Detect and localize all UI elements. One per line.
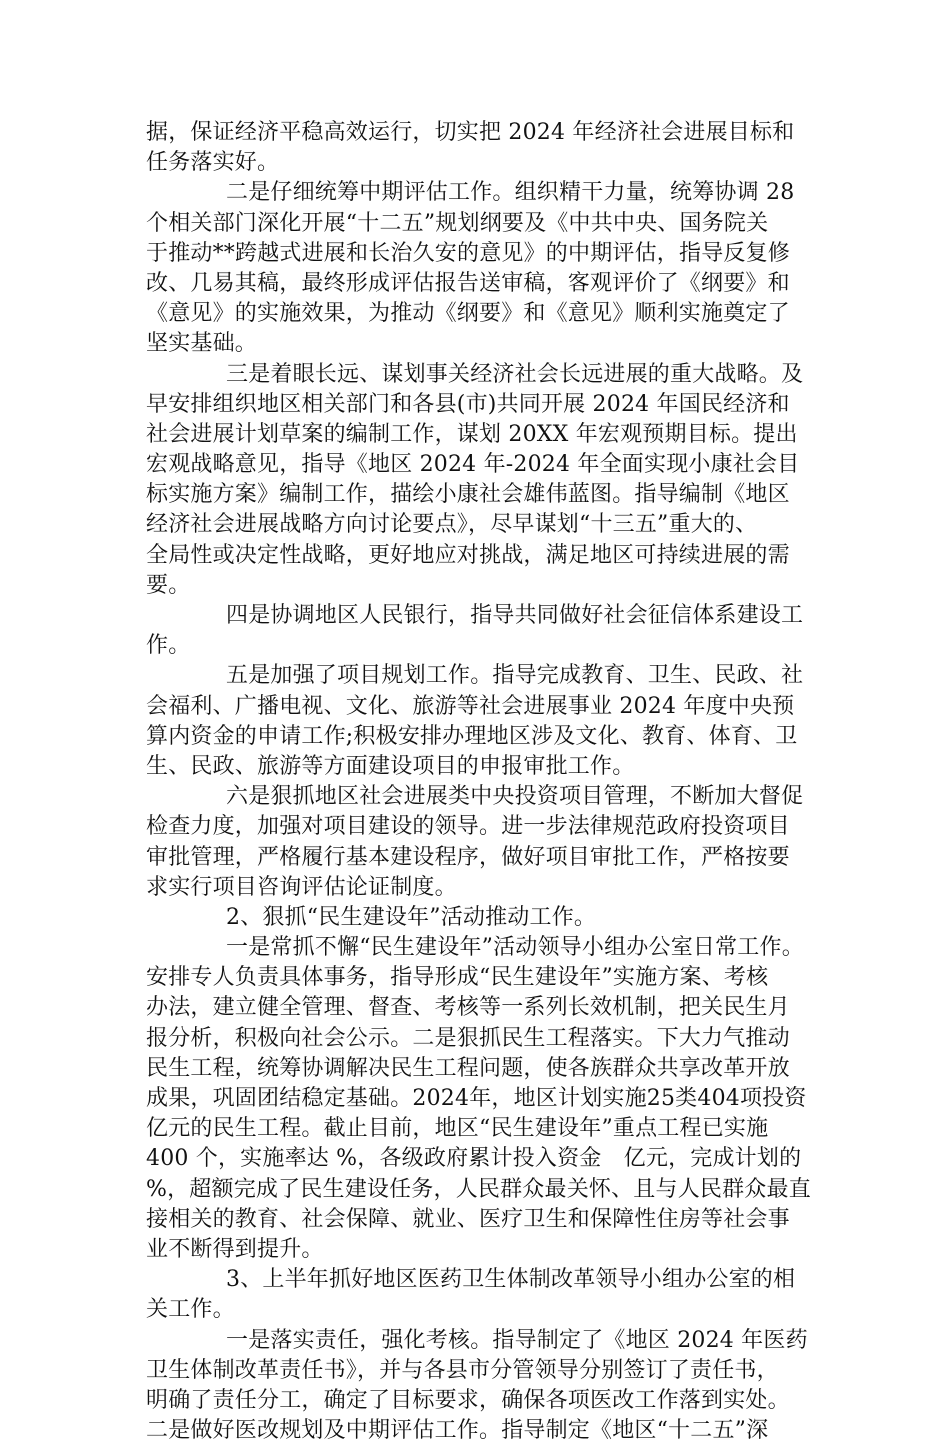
text-line: 一是常抓不懈“民生建设年”活动领导小组办公室日常工作。 — [226, 935, 804, 961]
text-line: 全局性或决定性战略，更好地应对挑战，满足地区可持续进展的需 — [146, 542, 790, 568]
text-line: 成果，巩固团结稳定基础。2024年，地区计划实施25类404项投资 — [146, 1086, 807, 1111]
text-line: 业不断得到提升。 — [146, 1236, 324, 1262]
text-line: 安排专人负责具体事务，指导形成“民生建设年”实施方案、考核 — [146, 965, 769, 991]
text-line: 明确了责任分工，确定了目标要求，确保各项医改工作落到实处。 — [146, 1387, 790, 1413]
text-line: 审批管理，严格履行基本建设程序，做好项目审批工作，严格按要 — [146, 844, 790, 870]
text-line: 报分析，积极向社会公示。二是狠抓民生工程落实。下大力气推动 — [146, 1025, 790, 1051]
text-line: 接相关的教育、社会保障、就业、医疗卫生和保障性住房等社会事 — [146, 1206, 790, 1232]
text-line: 《意见》的实施效果，为推动《纲要》和《意见》顺利实施奠定了 — [146, 301, 790, 327]
text-line: 办法，建立健全管理、督查、考核等一系列长效机制，把关民生月 — [146, 995, 790, 1021]
document-body — [146, 118, 812, 1446]
text-line: 据，保证经济平稳高效运行，切实把 2024 年经济社会进展目标和 — [146, 120, 795, 145]
text-line: 于推动**跨越式进展和长治久安的意见》的中期评估，指导反复修 — [146, 240, 791, 266]
text-line: 经济社会进展战略方向讨论要点》，尽早谋划“十三五”重大的、 — [146, 512, 758, 538]
text-line: 一是落实责任，强化考核。指导制定了《地区 2024 年医药 — [226, 1327, 808, 1353]
text-line: 求实行项目咨询评估论证制度。 — [146, 874, 457, 900]
text-line: 二是做好医改规划及中期评估工作。指导制定《地区“十二五”深 — [146, 1418, 769, 1444]
text-line: 坚实基础。 — [146, 331, 258, 357]
text-line: 宏观战略意见，指导《地区 2024 年-2024 年全面实现小康社会目 — [146, 452, 800, 478]
text-line: 五是加强了项目规划工作。指导完成教育、卫生、民政、社 — [226, 663, 804, 689]
text-line: 早安排组织地区相关部门和各县(市)共同开展 2024 年国民经济和 — [146, 391, 790, 417]
text-line: 改、几易其稿，最终形成评估报告送审稿，客观评价了《纲要》和 — [146, 270, 790, 296]
text-line: 要。 — [146, 572, 191, 598]
text-line: 会福利、广播电视、文化、旅游等社会进展事业 2024 年度中央预 — [146, 693, 795, 719]
text-line: 三是着眼长远、谋划事关经济社会长远进展的重大战略。及 — [226, 361, 804, 387]
text-line: 卫生体制改革责任书》，并与各县市分管领导分别签订了责任书， — [146, 1357, 779, 1383]
text-line: 四是协调地区人民银行，指导共同做好社会征信体系建设工 — [226, 603, 804, 628]
text-line: 3、上半年抓好地区医药卫生体制改革领导小组办公室的相 — [226, 1267, 796, 1293]
text-line: 个相关部门深化开展“十二五”规划纲要及《中共中央、国务院关 — [146, 210, 769, 236]
text-line: 作。 — [146, 633, 191, 659]
text-line: 民生工程，统筹协调解决民生工程问题，使各族群众共享改革开放 — [146, 1055, 790, 1081]
text-line: 二是仔细统筹中期评估工作。组织精干力量，统筹协调 28 — [226, 180, 795, 206]
text-line: 生、民政、旅游等方面建设项目的申报审批工作。 — [146, 753, 635, 779]
text-line: 2、狠抓“民生建设年”活动推动工作。 — [226, 904, 597, 930]
text-line: 关工作。 — [146, 1297, 235, 1323]
text-line: 社会进展计划草案的编制工作，谋划 20XX 年宏观预期目标。提出 — [146, 421, 798, 447]
text-line: 400 个，实施率达 %，各级政府累计投入资金 亿元，完成计划的 — [146, 1146, 802, 1172]
text-line: 任务落实好。 — [146, 150, 280, 176]
text-line: 亿元的民生工程。截止目前，地区“民生建设年”重点工程已实施 — [146, 1116, 769, 1142]
text-line: %，超额完成了民生建设任务，人民群众最关怀、且与人民群众最直 — [146, 1176, 811, 1202]
text-line: 算内资金的申请工作;积极安排办理地区涉及文化、教育、体育、卫 — [146, 723, 798, 749]
text-line: 标实施方案》编制工作，描绘小康社会雄伟蓝图。指导编制《地区 — [146, 482, 790, 508]
text-line: 六是狠抓地区社会进展类中央投资项目管理，不断加大督促 — [226, 784, 804, 810]
text-line: 检查力度，加强对项目建设的领导。进一步法律规范政府投资项目 — [146, 814, 790, 840]
